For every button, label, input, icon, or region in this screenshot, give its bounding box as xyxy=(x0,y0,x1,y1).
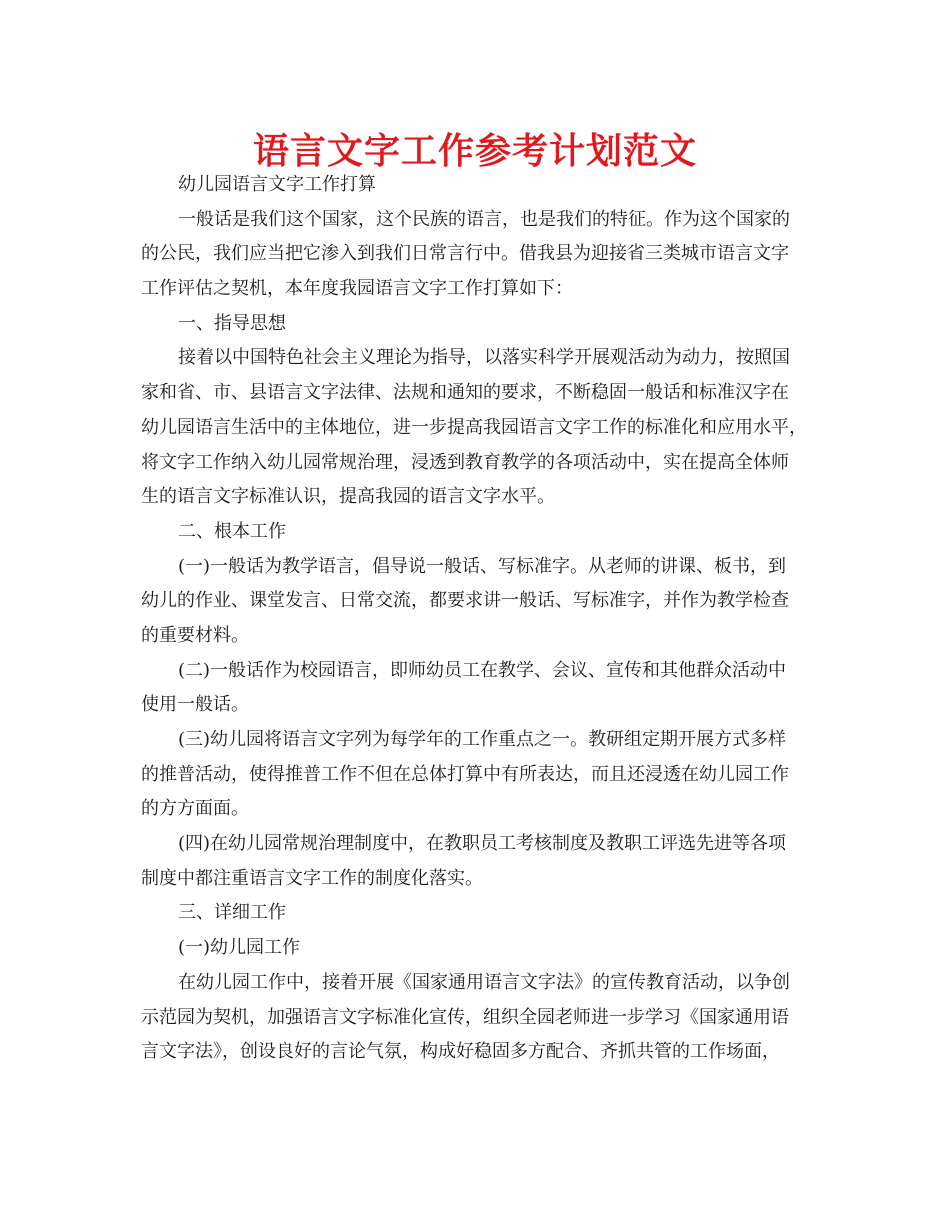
paragraph-line: 将文字工作纳入幼儿园常规治理，浸透到教育教学的各项活动中，实在提高全体师 xyxy=(141,451,789,473)
paragraph-line: 的推普活动，使得推普工作不但在总体打算中有所表达，而且还浸透在幼儿园工作 xyxy=(141,763,789,785)
document-body xyxy=(141,168,813,1070)
paragraph-first-line: 二、根本工作 xyxy=(178,520,286,542)
paragraph-line: 的方方面面。 xyxy=(141,798,249,820)
paragraph-line: 的重要材料。 xyxy=(141,624,249,646)
paragraph-line: 生的语言文字标准认识，提高我园的语言文字水平。 xyxy=(141,486,555,508)
paragraph-line: 幼儿的作业、课堂发言、日常交流，都要求讲一般话、写标准字，并作为教学检查 xyxy=(141,590,789,612)
paragraph-first-line: (三)幼儿园将语言文字列为每学年的工作重点之一。教研组定期开展方式多样 xyxy=(178,729,787,750)
paragraph-line: 言文字法》，创设良好的言论气氛，构成好稳固多方配合、齐抓共管的工作场面， xyxy=(141,1041,780,1063)
paragraph-line: 幼儿园语言生活中的主体地位，进一步提高我园语言文字工作的标准化和应用水平， xyxy=(141,416,807,438)
paragraph-line: 制度中都注重语言文字工作的制度化落实。 xyxy=(141,867,483,889)
paragraph-first-line: 一、指导思想 xyxy=(178,312,286,334)
paragraph-first-line: 幼儿园语言文字工作打算 xyxy=(178,174,376,195)
paragraph-first-line: 在幼儿园工作中，接着开展《国家通用语言文字法》的宣传教育活动，以争创 xyxy=(178,971,790,993)
paragraph-first-line: (一)幼儿园工作 xyxy=(178,937,301,959)
paragraph-first-line: (二)一般话作为校园语言，即师幼员工在教学、会议、宣传和其他群众活动中 xyxy=(178,659,787,681)
paragraph-first-line: 三、详细工作 xyxy=(178,902,286,924)
paragraph-first-line: 一般话是我们这个国家，这个民族的语言，也是我们的特征。作为这个国家的 xyxy=(178,208,790,230)
paragraph-first-line: (四)在幼儿园常规治理制度中，在教职员工考核制度及教职工评选先进等各项 xyxy=(178,833,787,855)
document-title: 语言文字工作参考计划范文 xyxy=(252,131,697,172)
paragraph-line: 家和省、市、县语言文字法律、法规和通知的要求，不断稳固一般话和标准汉字在 xyxy=(141,382,789,404)
paragraph-first-line: (一)一般话为教学语言，倡导说一般话、写标准字。从老师的讲课、板书，到 xyxy=(178,555,787,577)
paragraph-line: 示范园为契机，加强语言文字标准化宣传，组织全园老师进一步学习《国家通用语 xyxy=(141,1006,789,1028)
paragraph-first-line: 接着以中国特色社会主义理论为指导，以落实科学开展观活动为动力，按照国 xyxy=(178,347,790,369)
paragraph-line: 使用一般话。 xyxy=(141,694,249,716)
paragraph-line: 的公民，我们应当把它渗入到我们日常言行中。借我县为迎接省三类城市语言文字 xyxy=(141,243,789,265)
paragraph-line: 工作评估之契机，本年度我园语言文字工作打算如下： xyxy=(141,278,573,300)
